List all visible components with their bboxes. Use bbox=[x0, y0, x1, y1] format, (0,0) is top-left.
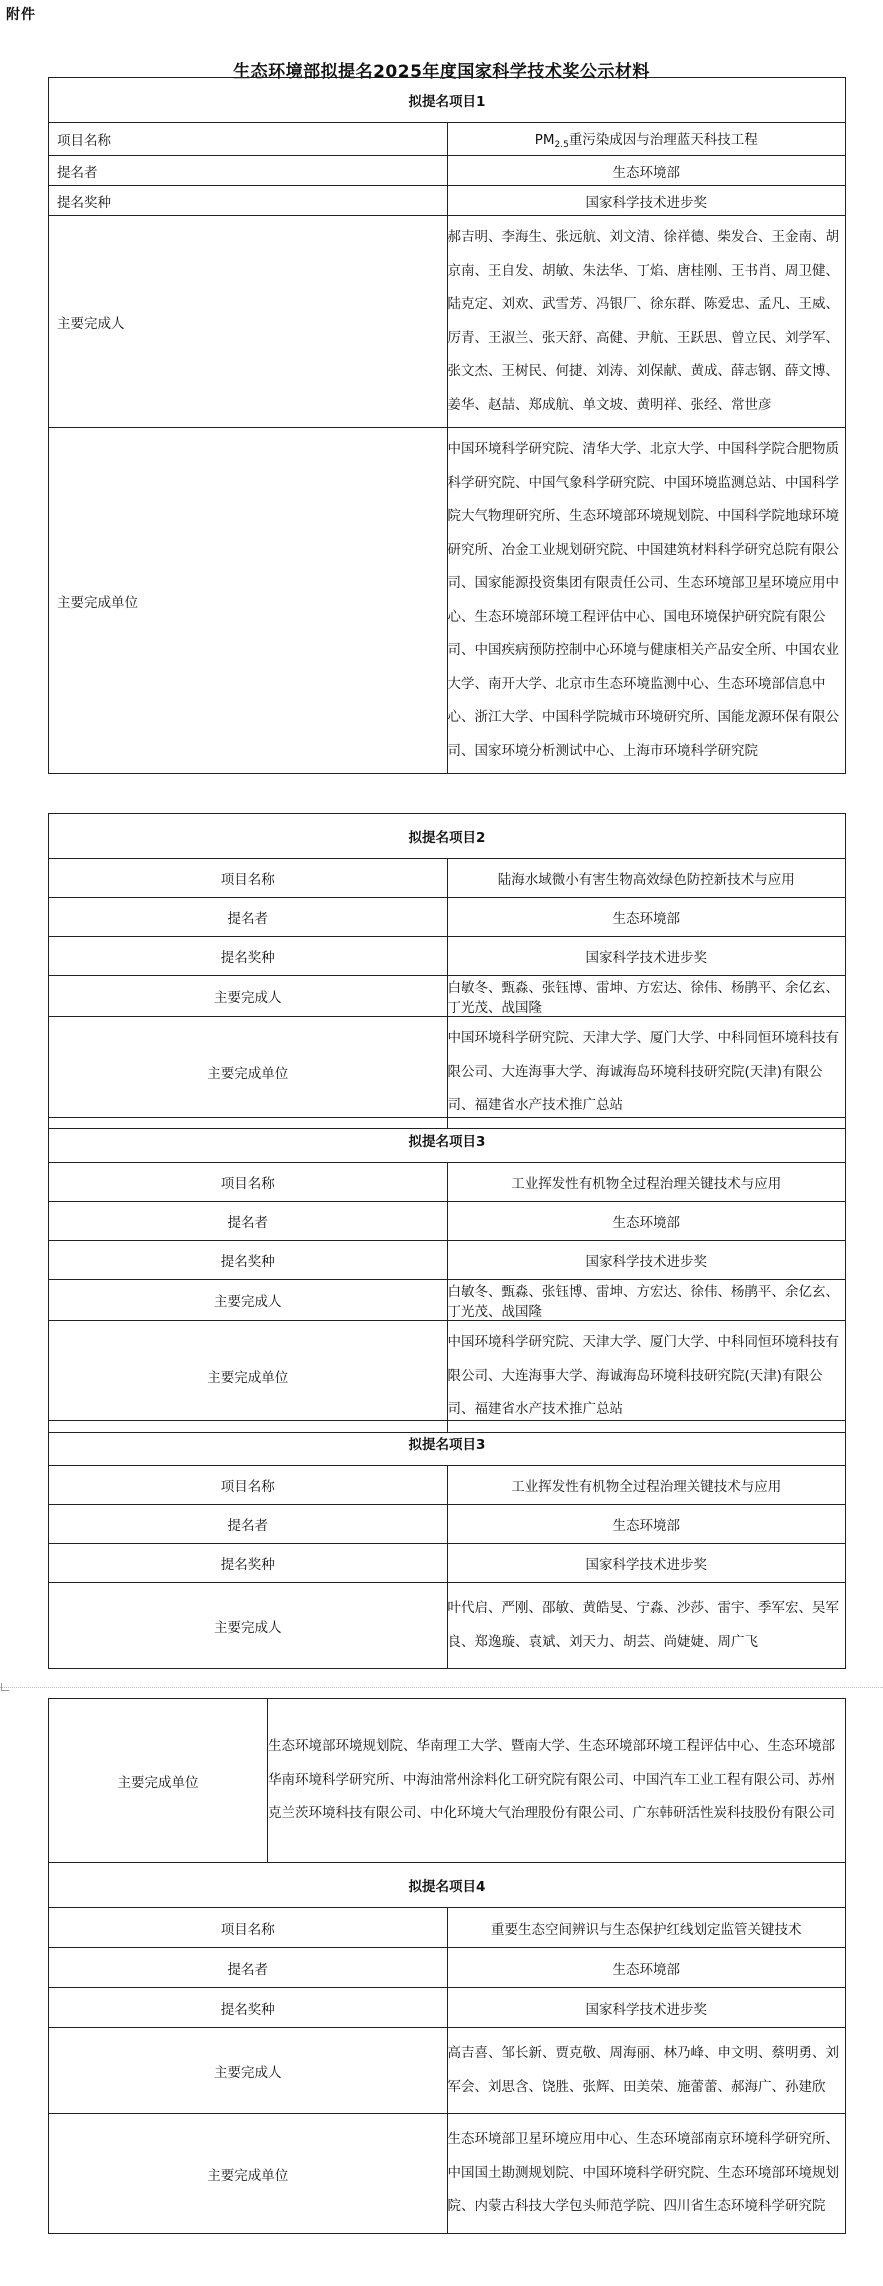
project-name: $PM_{2.5}$重污染成因与治理蓝天科技工程 bbox=[447, 123, 846, 156]
label-nominator: 提名者 bbox=[49, 1948, 448, 1988]
document-title: 生态环境部拟提名2025年度国家科学技术奖公示材料 bbox=[233, 62, 650, 82]
project-table-4 bbox=[48, 1862, 846, 2234]
main-persons: 白敏冬、甄淼、张钰博、雷坤、方宏达、徐伟、杨鹃平、余亿玄、丁光茂、战国隆 bbox=[447, 976, 846, 1017]
main-persons: 郝吉明、李海生、张远航、刘文清、徐祥德、柴发合、王金南、胡京南、王自发、胡敏、朱法华、丁焰、唐桂刚、王书肖、周卫健、陆克定、刘欢、武雪芳、冯银厂、徐东群、陈爱忠、孟凡、王威、厉青、王淑兰、张天舒、高健、尹航、王跃思、曾立民、刘学军、张文杰、王树民、何捷、刘涛、刘保献、黄成、薛志钢、薛文博、姜华、赵喆、郑成航、单文坡、黄明祥、张经、常世彦 bbox=[447, 216, 846, 428]
project-table-3b bbox=[48, 1420, 846, 1669]
label-main-persons: 主要完成人 bbox=[49, 1583, 448, 1669]
label-main-persons: 主要完成人 bbox=[49, 2028, 448, 2114]
label-nominator: 提名者 bbox=[49, 1505, 448, 1544]
award-type: 国家科学技术进步奖 bbox=[447, 186, 846, 216]
label-nominator: 提名者 bbox=[49, 898, 448, 937]
section-header: 拟提名项目4 bbox=[49, 1863, 846, 1908]
nominator: 生态环境部 bbox=[447, 1505, 846, 1544]
page-break-line bbox=[0, 1687, 883, 1689]
attachment-label: 附件 bbox=[6, 7, 36, 23]
label-project-name: 项目名称 bbox=[49, 859, 448, 898]
label-project-name: 项目名称 bbox=[49, 1163, 448, 1202]
nominator: 生态环境部 bbox=[447, 1948, 846, 1988]
label-award-type: 提名奖种 bbox=[49, 186, 448, 216]
label-project-name: 项目名称 bbox=[49, 123, 448, 156]
label-award-type: 提名奖种 bbox=[49, 937, 448, 976]
project-name: 工业挥发性有机物全过程治理关键技术与应用 bbox=[447, 1466, 846, 1505]
project-table-3 bbox=[48, 1117, 846, 1433]
project-table-3b-continued bbox=[48, 1698, 846, 1863]
main-units: 中国环境科学研究院、天津大学、厦门大学、中科同恒环境科技有限公司、大连海事大学、海诚海岛环境科技研究院(天津)有限公司、福建省水产技术推广总站 bbox=[447, 1321, 846, 1433]
project-table-1 bbox=[48, 77, 846, 774]
label-main-persons: 主要完成人 bbox=[49, 216, 448, 428]
label-main-persons: 主要完成人 bbox=[49, 976, 448, 1017]
award-type: 国家科学技术进步奖 bbox=[447, 1241, 846, 1280]
main-persons: 白敏冬、甄淼、张钰博、雷坤、方宏达、徐伟、杨鹃平、余亿玄、丁光茂、战国隆 bbox=[447, 1280, 846, 1321]
label-award-type: 提名奖种 bbox=[49, 1544, 448, 1583]
main-units: 生态环境部环境规划院、华南理工大学、暨南大学、生态环境部环境工程评估中心、生态环境部华南环境科学研究所、中海油常州涂料化工研究院有限公司、中国汽车工业工程有限公司、苏州克兰茨环境科技有限公司、中化环境大气治理股份有限公司、广东韩研活性炭科技股份有限公司 bbox=[268, 1699, 846, 1863]
section-header: 拟提名项目3 bbox=[49, 1118, 846, 1163]
nominator: 生态环境部 bbox=[447, 156, 846, 186]
main-units: 生态环境部卫星环境应用中心、生态环境部南京环境科学研究所、中国国土勘测规划院、中国环境科学研究院、生态环境部环境规划院、内蒙古科技大学包头师范学院、四川省生态环境科学研究院 bbox=[447, 2114, 846, 2234]
label-main-persons: 主要完成人 bbox=[49, 1280, 448, 1321]
project-name: 陆海水域微小有害生物高效绿色防控新技术与应用 bbox=[447, 859, 846, 898]
project-table-2 bbox=[48, 813, 846, 1129]
award-type: 国家科学技术进步奖 bbox=[447, 937, 846, 976]
project-name: 工业挥发性有机物全过程治理关键技术与应用 bbox=[447, 1163, 846, 1202]
section-header: 拟提名项目3 bbox=[49, 1421, 846, 1466]
main-persons: 高吉喜、邹长新、贾克敬、周海丽、林乃峰、申文明、蔡明勇、刘军会、刘思含、饶胜、张辉、田美荣、施蕾蕾、郝海广、孙建欣 bbox=[447, 2028, 846, 2114]
nominator: 生态环境部 bbox=[447, 1202, 846, 1241]
label-nominator: 提名者 bbox=[49, 1202, 448, 1241]
label-main-units: 主要完成单位 bbox=[49, 1017, 448, 1129]
main-persons: 叶代启、严刚、邵敏、黄皓旻、宁淼、沙莎、雷宇、季军宏、吴军良、郑逸璇、袁斌、刘天力、胡芸、尚婕婕、周广飞 bbox=[447, 1583, 846, 1669]
label-main-units: 主要完成单位 bbox=[49, 1699, 268, 1863]
section-header: 拟提名项目2 bbox=[49, 814, 846, 859]
main-units: 中国环境科学研究院、清华大学、北京大学、中国科学院合肥物质科学研究院、中国气象科学研究院、中国环境监测总站、中国科学院大气物理研究所、生态环境部环境规划院、中国科学院地球环境研究所、冶金工业规划研究院、中国建筑材料科学研究总院有限公司、国家能源投资集团有限责任公司、生态环境部卫星环境应用中心、生态环境部环境工程评估中心、国电环境保护研究院有限公司、中国疾病预防控制中心环境与健康相关产品安全所、中国农业大学、南开大学、北京市生态环境监测中心、生态环境部信息中心、浙江大学、中国科学院城市环境研究所、国能龙源环保有限公司、国家环境分析测试中心、上海市环境科学研究院 bbox=[447, 428, 846, 774]
label-main-units: 主要完成单位 bbox=[49, 2114, 448, 2234]
nominator: 生态环境部 bbox=[447, 898, 846, 937]
label-project-name: 项目名称 bbox=[49, 1908, 448, 1948]
project-name: 重要生态空间辨识与生态保护红线划定监管关键技术 bbox=[447, 1908, 846, 1948]
award-type: 国家科学技术进步奖 bbox=[447, 1988, 846, 2028]
label-main-units: 主要完成单位 bbox=[49, 428, 448, 774]
section-header: 拟提名项目1 bbox=[49, 78, 846, 123]
award-type: 国家科学技术进步奖 bbox=[447, 1544, 846, 1583]
label-main-units: 主要完成单位 bbox=[49, 1321, 448, 1433]
label-award-type: 提名奖种 bbox=[49, 1988, 448, 2028]
label-nominator: 提名者 bbox=[49, 156, 448, 186]
main-units: 中国环境科学研究院、天津大学、厦门大学、中科同恒环境科技有限公司、大连海事大学、海诚海岛环境科技研究院(天津)有限公司、福建省水产技术推广总站 bbox=[447, 1017, 846, 1129]
label-project-name: 项目名称 bbox=[49, 1466, 448, 1505]
label-award-type: 提名奖种 bbox=[49, 1241, 448, 1280]
